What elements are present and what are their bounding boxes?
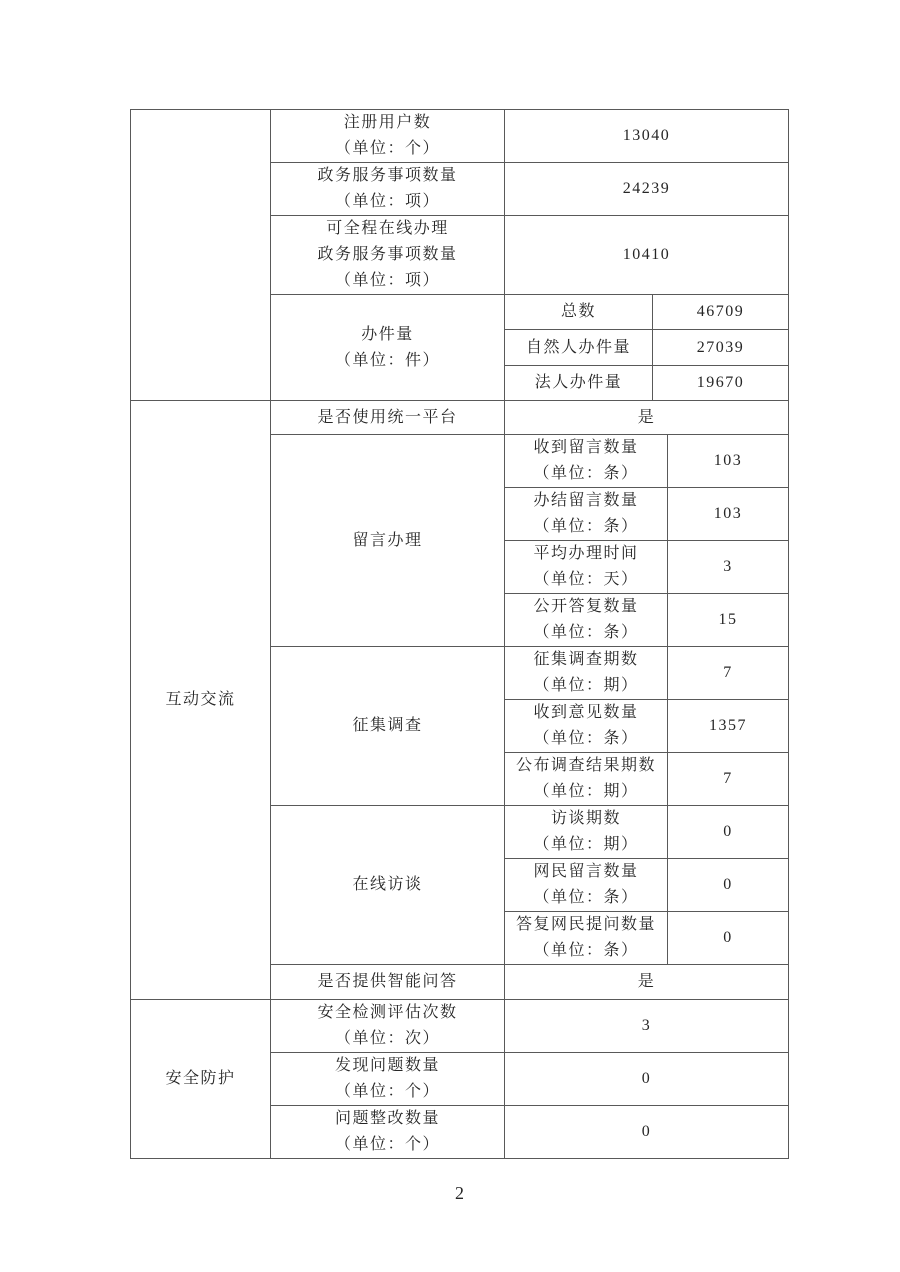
unit-line: （单位：条） xyxy=(533,942,639,959)
label-line: 发现问题数量 xyxy=(334,1057,440,1074)
label-line: 征集调查期数 xyxy=(533,651,639,668)
case-total-value-cell: 46709 xyxy=(653,295,789,330)
netizen-questions-answered-value-cell: 0 xyxy=(668,912,789,965)
label-line: 注册用户数 xyxy=(343,114,432,131)
survey-results-label-cell xyxy=(505,753,668,806)
label-line: 可全程在线办理 xyxy=(326,220,449,237)
interview-periods-label-cell xyxy=(505,806,668,859)
online-service-items-value-cell: 10410 xyxy=(505,216,789,295)
label-line: 收到留言数量 xyxy=(533,439,639,456)
report-table-sheet xyxy=(130,109,789,1159)
label-line: 公开答复数量 xyxy=(533,598,639,615)
unit-line: （单位：条） xyxy=(533,518,639,535)
netizen-messages-value-cell: 0 xyxy=(668,859,789,912)
unified-platform-value-cell: 是 xyxy=(505,401,789,435)
message-handling-group-cell: 留言办理 xyxy=(271,435,505,647)
online-service-items-label-cell xyxy=(271,216,505,295)
unit-line: （单位：个） xyxy=(334,140,440,157)
section3-category-cell: 安全防护 xyxy=(131,1000,271,1159)
unit-line: （单位：个） xyxy=(334,1136,440,1153)
unit-line: （单位：件） xyxy=(334,351,440,369)
registered-users-value-cell: 13040 xyxy=(505,110,789,163)
survey-periods-label-cell xyxy=(505,647,668,700)
section2-category-cell: 互动交流 xyxy=(131,401,271,1000)
problems-rectified-value-cell: 0 xyxy=(505,1106,789,1159)
online-interview-group-cell: 在线访谈 xyxy=(271,806,505,965)
unified-platform-label-cell: 是否使用统一平台 xyxy=(271,401,505,435)
unit-line: （单位：项） xyxy=(334,193,440,210)
opinions-received-value-cell: 1357 xyxy=(668,700,789,753)
unit-line: （单位：条） xyxy=(533,624,639,641)
case-legal-person-value-cell: 19670 xyxy=(653,366,789,401)
unit-line: （单位：次） xyxy=(334,1030,440,1047)
label-line: 收到意见数量 xyxy=(533,704,639,721)
unit-line: （单位：项） xyxy=(334,272,440,289)
unit-line: （单位：期） xyxy=(533,677,639,694)
unit-line: （单位：条） xyxy=(533,730,639,747)
security-assessments-label-cell xyxy=(271,1000,505,1053)
public-replies-value-cell: 15 xyxy=(668,594,789,647)
unit-line: （单位：条） xyxy=(533,889,639,906)
netizen-messages-label-cell xyxy=(505,859,668,912)
annual-report-table xyxy=(130,109,789,1159)
messages-received-value-cell: 103 xyxy=(668,435,789,488)
label-line: 办件量 xyxy=(361,325,414,343)
label-line: 政务服务事项数量 xyxy=(317,167,458,184)
unit-line: （单位：条） xyxy=(533,465,639,482)
smart-qa-label-cell: 是否提供智能问答 xyxy=(271,965,505,1000)
problems-found-value-cell: 0 xyxy=(505,1053,789,1106)
case-natural-person-label-cell: 自然人办件量 xyxy=(505,330,653,366)
netizen-questions-answered-label-cell xyxy=(505,912,668,965)
survey-group-cell: 征集调查 xyxy=(271,647,505,806)
label-line: 问题整改数量 xyxy=(334,1110,440,1127)
public-replies-label-cell xyxy=(505,594,668,647)
case-total-label-cell: 总数 xyxy=(505,295,653,330)
survey-results-value-cell: 7 xyxy=(668,753,789,806)
smart-qa-value-cell: 是 xyxy=(505,965,789,1000)
security-assessments-value-cell: 3 xyxy=(505,1000,789,1053)
survey-periods-value-cell: 7 xyxy=(668,647,789,700)
case-natural-person-value-cell: 27039 xyxy=(653,330,789,366)
unit-line: （单位：期） xyxy=(533,783,639,800)
avg-handling-time-label-cell xyxy=(505,541,668,594)
label-line: 网民留言数量 xyxy=(533,863,639,880)
interview-periods-value-cell: 0 xyxy=(668,806,789,859)
problems-rectified-label-cell xyxy=(271,1106,505,1159)
opinions-received-label-cell xyxy=(505,700,668,753)
case-volume-label-cell xyxy=(271,295,505,401)
service-items-label-cell xyxy=(271,163,505,216)
messages-completed-value-cell: 103 xyxy=(668,488,789,541)
label-line: 办结留言数量 xyxy=(533,492,639,509)
label-line: 安全检测评估次数 xyxy=(317,1004,458,1021)
label-line: 政务服务事项数量 xyxy=(317,246,458,263)
service-items-value-cell: 24239 xyxy=(505,163,789,216)
unit-line: （单位：天） xyxy=(533,571,639,588)
unit-line: （单位：个） xyxy=(334,1083,440,1100)
messages-received-label-cell xyxy=(505,435,668,488)
messages-completed-label-cell xyxy=(505,488,668,541)
page-number: 2 xyxy=(455,1183,464,1203)
problems-found-label-cell xyxy=(271,1053,505,1106)
section1-category-cell xyxy=(131,110,271,401)
label-line: 平均办理时间 xyxy=(533,545,639,562)
registered-users-label-cell xyxy=(271,110,505,163)
case-legal-person-label-cell: 法人办件量 xyxy=(505,366,653,401)
label-line: 公布调查结果期数 xyxy=(515,757,656,774)
label-line: 答复网民提问数量 xyxy=(515,916,656,933)
avg-handling-time-value-cell: 3 xyxy=(668,541,789,594)
label-line: 访谈期数 xyxy=(550,810,621,827)
unit-line: （单位：期） xyxy=(533,836,639,853)
